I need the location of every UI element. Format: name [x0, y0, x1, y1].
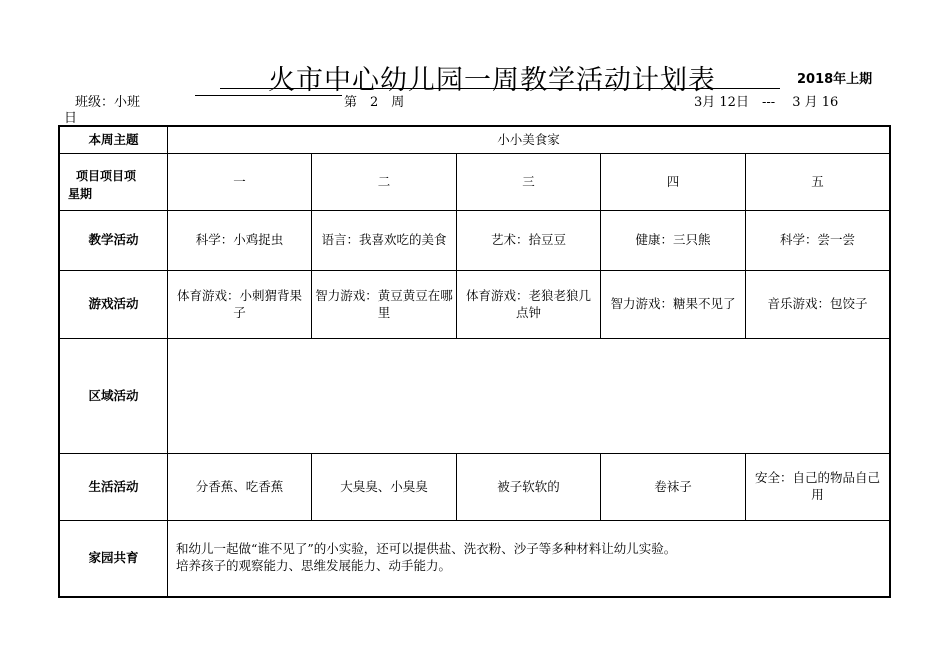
day-header: 二 — [312, 154, 457, 211]
week-label: 第 2 周 — [344, 95, 405, 110]
home-school-row — [60, 521, 890, 597]
activity-cell: 卷袜子 — [601, 454, 746, 521]
row-label: 游戏活动 — [60, 271, 168, 339]
title-block — [220, 58, 780, 96]
activity-cell: 艺术：拾豆豆 — [457, 211, 601, 271]
theme-row — [60, 127, 890, 154]
page-title: 火市中心幼儿园一周教学活动计划表 — [268, 65, 716, 96]
activity-cell: 分香蕉、吃香蕉 — [168, 454, 312, 521]
life-row — [60, 454, 890, 521]
home-school-line: 培养孩子的观察能力、思维发展能力、动手能力。 — [176, 557, 452, 573]
activity-cell: 体育游戏：老狼老狼几点钟 — [457, 271, 601, 339]
day-header: 四 — [601, 154, 746, 211]
game-row — [60, 271, 890, 339]
diag-header-bottom: 星期 — [68, 187, 93, 201]
day-header: 五 — [746, 154, 890, 211]
row-label: 区域活动 — [60, 339, 168, 454]
activity-cell: 智力游戏：糖果不见了 — [601, 271, 746, 339]
theme-label: 本周主题 — [60, 127, 168, 154]
date-range: 3月 12日 --- 3 月 16 — [694, 95, 839, 110]
diagonal-header-cell — [60, 154, 168, 211]
term-label: 2018年上期 — [797, 72, 873, 87]
day-header-row — [60, 154, 890, 211]
home-school-line: 和幼儿一起做“谁不见了”的小实验，还可以提供盐、洗衣粉、沙子等多种材料让幼儿实验。 — [176, 541, 677, 556]
activity-cell: 被子软软的 — [457, 454, 601, 521]
activity-cell: 健康：三只熊 — [601, 211, 746, 271]
activity-cell: 科学：尝一尝 — [746, 211, 890, 271]
activity-cell: 大臭臭、小臭臭 — [312, 454, 457, 521]
activity-cell: 智力游戏：黄豆黄豆在哪里 — [312, 271, 457, 339]
teaching-row — [60, 211, 890, 271]
area-row — [60, 339, 890, 454]
class-label: 班级：小班 — [75, 95, 141, 110]
day-header: 一 — [168, 154, 312, 211]
activity-cell: 科学：小鸡捉虫 — [168, 211, 312, 271]
title-underline — [220, 88, 780, 89]
diag-header-top: 项目项目项 — [76, 169, 137, 183]
activity-cell: 体育游戏：小刺猬背果子 — [168, 271, 312, 339]
activity-cell: 音乐游戏：包饺子 — [746, 271, 890, 339]
info-underline — [195, 95, 342, 96]
row-label: 生活活动 — [60, 454, 168, 521]
row-label: 教学活动 — [60, 211, 168, 271]
day-header: 三 — [457, 154, 601, 211]
row-label: 家园共育 — [60, 521, 168, 597]
date-range-wrap: 日 — [64, 111, 78, 126]
theme-value: 小小美食家 — [168, 127, 890, 154]
activity-cell: 安全：自己的物品自己用 — [746, 454, 890, 521]
area-activity-cell — [168, 339, 890, 454]
activity-cell: 语言：我喜欢吃的美食 — [312, 211, 457, 271]
home-school-cell — [168, 521, 890, 597]
plan-table — [59, 126, 890, 597]
